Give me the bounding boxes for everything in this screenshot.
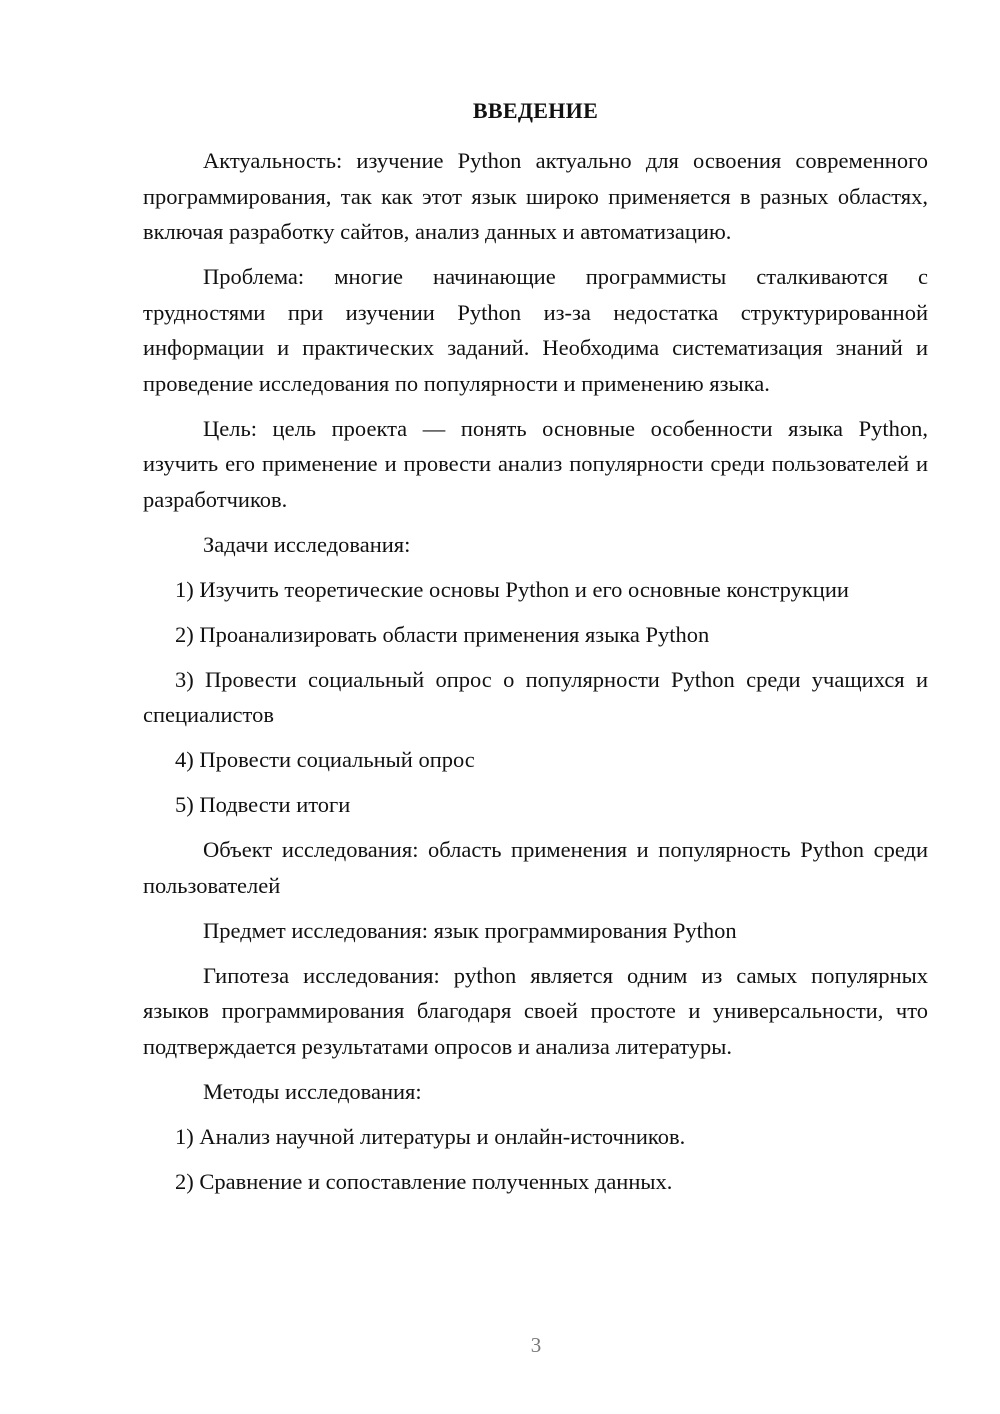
page-title: ВВЕДЕНИЕ [472, 98, 599, 123]
task-item: 4) Провести социальный опрос [175, 747, 475, 772]
task-item: 1) Изучить теоретические основы Python и его основные конструкции [175, 576, 849, 602]
paragraph-problem: Проблема: многие начинающие программисты сталкиваются с трудностями при изучении Python из-за недостатка структурированной информации и практических заданий. Необходима систематизация знаний и проведение исследования по популярности и применению языка. [143, 264, 928, 396]
paragraph-goal: Цель: цель проекта — понять основные особенности языка Python, изучить его применение и провести анализ популярности среди пользователей и разработчиков. [143, 415, 928, 512]
task-item: 3) Провести социальный опрос о популярности Python среди учащихся и специалистов [143, 666, 928, 727]
paragraph-subject: Предмет исследования: язык программирования Python [203, 917, 737, 943]
method-item: 1) Анализ научной литературы и онлайн-источников. [175, 1123, 686, 1149]
document-body [143, 143, 928, 1209]
paragraph-object: Объект исследования: область применения и популярность Python среди пользователей [143, 837, 928, 898]
paragraph-relevance: Актуальность: изучение Python актуально для освоения современного программирования, так как этот язык широко применяется в разных областях, включая разработку сайтов, анализ данных и автоматизацию. [143, 148, 928, 244]
task-item: 2) Проанализировать области применения языка Python [175, 621, 710, 647]
methods-heading: Методы исследования: [203, 1078, 422, 1104]
page-number: 3 [530, 1333, 542, 1357]
method-item: 2) Сравнение и сопоставление полученных данных. [175, 1168, 673, 1194]
task-item: 5) Подвести итоги [175, 792, 351, 817]
paragraph-hypothesis: Гипотеза исследования: python является одним из самых популярных языков программирования благодаря своей простоте и универсальности, что подтверждается результатами опросов и анализа литературы. [143, 962, 928, 1059]
tasks-heading: Задачи исследования: [203, 531, 411, 557]
